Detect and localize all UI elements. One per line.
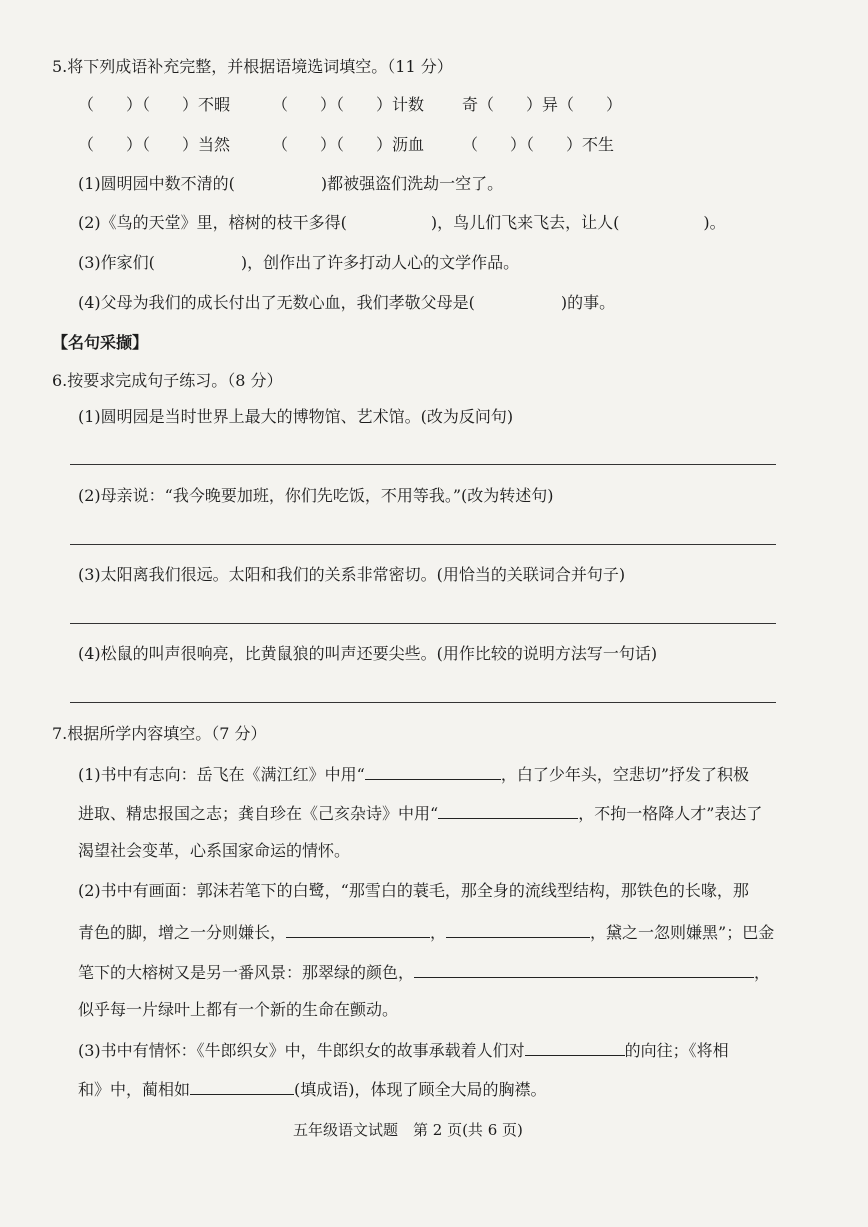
blank-bailu-1[interactable]	[286, 920, 430, 938]
q7-p1-line-2: 进取、精忠报国之志；龚自珍在《己亥杂诗》中用“ ，不拘一格降人才”表达了	[78, 801, 762, 825]
q6-item-3: (3)太阳离我们很远。太阳和我们的关系非常密切。(用恰当的关联词合并句子)	[78, 565, 626, 584]
blank-lin-xiangru[interactable]	[190, 1077, 294, 1095]
section-heading: 【名句采撷】	[52, 333, 149, 352]
blank-manjianghong[interactable]	[365, 762, 501, 780]
q5-title: 5.将下列成语补充完整，并根据语境选词填空。（11 分）	[52, 57, 453, 76]
q7-p2-line-1: (2)书中有画面：郭沫若笔下的白鹭，“那雪白的蓑毛，那全身的流线型结构，那铁色的长喙，那	[78, 881, 749, 900]
q6-answer-line-2[interactable]	[70, 544, 776, 545]
q5-idiom-4: （ ）（ ）当然	[78, 135, 231, 154]
q7-p3-line-2: 和》中，蔺相如 (填成语)，体现了顾全大局的胸襟。	[78, 1077, 547, 1101]
q5-item-4: (4)父母为我们的成长付出了无数心血，我们孝敬父母是( )的事。	[78, 293, 616, 312]
q6-answer-line-4[interactable]	[70, 702, 776, 703]
page-footer: 五年级语文试题 第 2 页(共 6 页)	[293, 1121, 523, 1139]
q6-answer-line-1[interactable]	[70, 464, 776, 465]
q7-p1-line-1: (1)书中有志向：岳飞在《满江红》中用“ ，白了少年头，空悲切”抒发了积极	[78, 762, 749, 786]
blank-bailu-2[interactable]	[446, 920, 590, 938]
q6-item-2: (2)母亲说：“我今晚要加班，你们先吃饭，不用等我。”(改为转述句)	[78, 486, 554, 505]
blank-niulang-zhinv[interactable]	[525, 1038, 625, 1056]
q7-title: 7.根据所学内容填空。（7 分）	[52, 724, 267, 743]
q7-p2-line-2: 青色的脚，增之一分则嫌长， ， ，黛之一忽则嫌黑”；巴金	[78, 920, 774, 944]
q6-item-4: (4)松鼠的叫声很响亮，比黄鼠狼的叫声还要尖些。(用作比较的说明方法写一句话)	[78, 644, 658, 663]
q5-item-2: (2)《鸟的天堂》里，榕树的枝干多得( )，鸟儿们飞来飞去，让人( )。	[78, 213, 726, 232]
blank-banyan[interactable]	[414, 960, 754, 978]
q7-p2-line-4: 似乎每一片绿叶上都有一个新的生命在颤动。	[78, 1000, 399, 1019]
q7-p2-line-3: 笔下的大榕树又是另一番风景：那翠绿的颜色， ，	[78, 960, 770, 984]
q6-item-1: (1)圆明园是当时世界上最大的博物馆、艺术馆。(改为反问句)	[78, 407, 514, 426]
q6-title: 6.按要求完成句子练习。（8 分）	[52, 371, 283, 390]
q5-idiom-1: （ ）（ ）不暇	[78, 95, 231, 114]
q5-item-3: (3)作家们( )，创作出了许多打动人心的文学作品。	[78, 253, 520, 272]
blank-jihai-zashi[interactable]	[438, 801, 578, 819]
q5-idiom-3: 奇（ ）异（ ）	[462, 95, 623, 114]
q5-item-1: (1)圆明园中数不清的( )都被强盗们洗劫一空了。	[78, 174, 504, 193]
q6-answer-line-3[interactable]	[70, 623, 776, 624]
q5-idiom-6: （ ）（ ）不生	[462, 135, 615, 154]
q5-idiom-5: （ ）（ ）沥血	[272, 135, 425, 154]
q7-p3-line-1: (3)书中有情怀：《牛郎织女》中，牛郎织女的故事承载着人们对 的向往；《将相	[78, 1038, 729, 1062]
q7-p1-line-3: 渴望社会变革，心系国家命运的情怀。	[78, 841, 351, 860]
q5-idiom-2: （ ）（ ）计数	[272, 95, 425, 114]
